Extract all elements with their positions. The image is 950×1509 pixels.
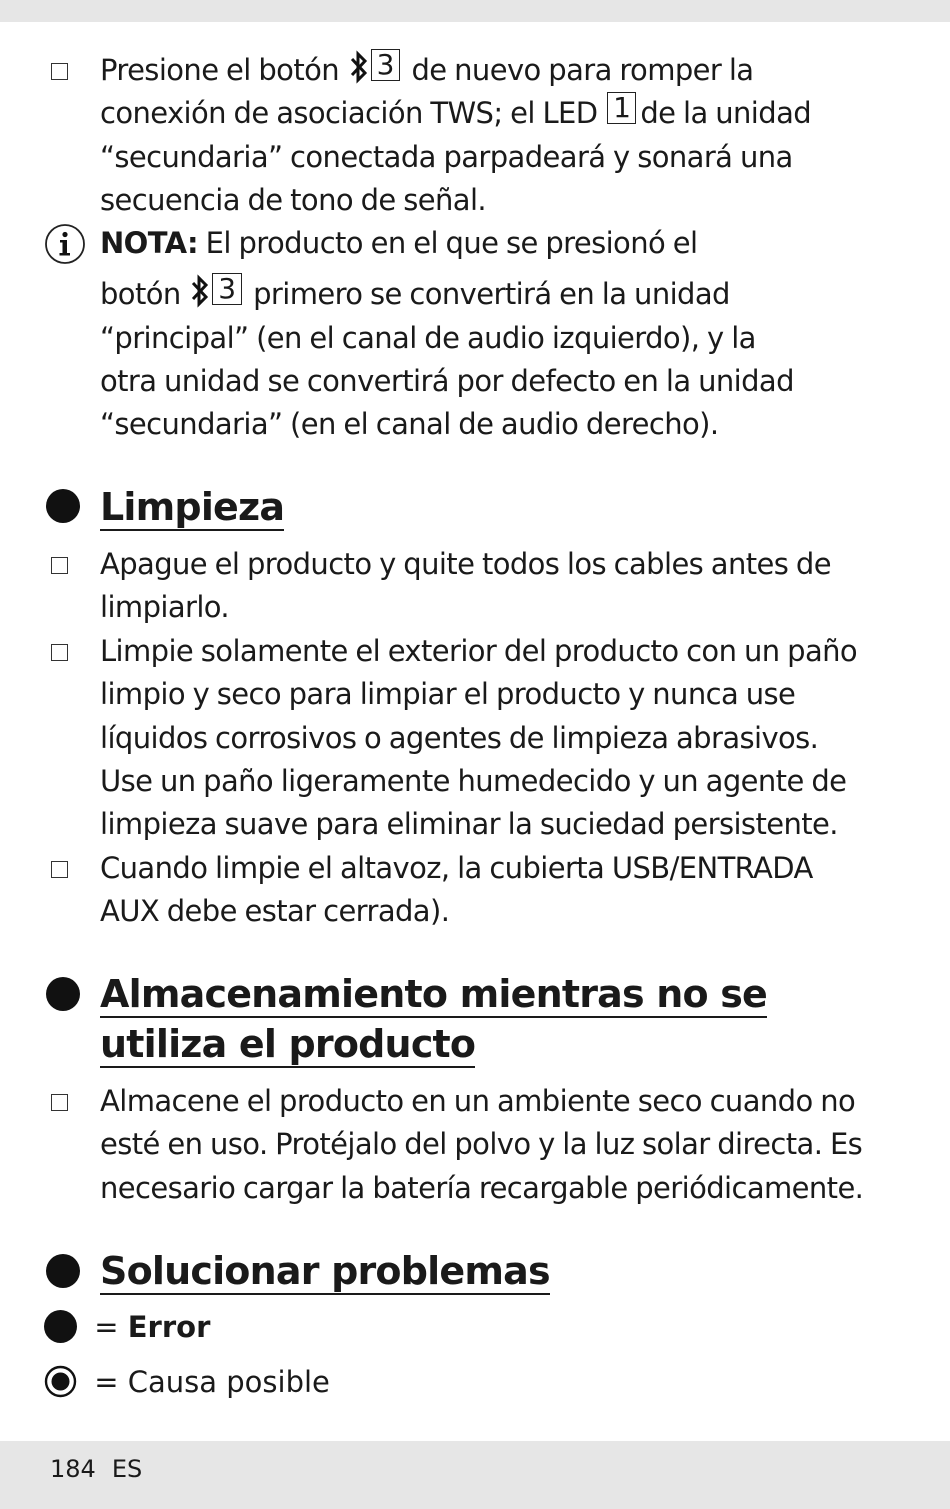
text-line: limpio y seco para limpiar el producto y nunca use xyxy=(100,677,796,712)
bluetooth-icon xyxy=(349,50,369,84)
checkbox-bullet xyxy=(51,557,68,574)
text-line: “secundaria” conectada parpadeará y sonará una xyxy=(100,139,793,174)
legend-equals: = xyxy=(94,1310,119,1344)
limpieza-item-1 xyxy=(100,543,900,630)
heading-text: Limpieza xyxy=(100,485,285,529)
text-line: “secundaria” (en el canal de audio derecho). xyxy=(100,407,719,442)
heading-limpieza xyxy=(100,482,284,532)
checkbox-bullet xyxy=(51,861,68,878)
language-code: ES xyxy=(111,1455,143,1483)
text-segment: conexión de asociación TWS; el LED xyxy=(100,96,598,131)
text-line: Almacene el producto en un ambiente seco cuando no xyxy=(100,1084,856,1118)
text-line: “principal” (en el canal de audio izquierdo), y la xyxy=(100,320,756,355)
limpieza-item-2 xyxy=(100,630,900,846)
section-bullet xyxy=(46,489,80,523)
text-line: otra unidad se convertirá por defecto en la unidad xyxy=(100,363,794,398)
legend-cause-label: Causa posible xyxy=(127,1365,330,1399)
text-line: limpieza suave para eliminar la suciedad persistente. xyxy=(100,807,838,842)
almacenamiento-item-1 xyxy=(100,1080,900,1210)
legend-error xyxy=(44,1309,210,1345)
note-label: NOTA: xyxy=(100,226,199,260)
text-line: Limpie solamente el exterior del producto con un paño xyxy=(100,634,858,668)
heading-text: utiliza el producto xyxy=(100,1022,476,1066)
key-number-box: 3 xyxy=(371,49,400,81)
text-segment: de nuevo para romper la xyxy=(411,53,754,87)
legend-equals: = xyxy=(94,1365,119,1399)
footer xyxy=(50,1455,142,1483)
heading-solucionar xyxy=(100,1246,550,1296)
checkbox-bullet xyxy=(51,1094,68,1111)
text-line: necesario cargar la batería recargable periódicamente. xyxy=(100,1170,864,1205)
checkbox-bullet xyxy=(51,644,68,661)
text-line: limpiarlo. xyxy=(100,590,230,625)
legend-error-label: Error xyxy=(127,1310,211,1344)
heading-text: Almacenamiento mientras no se xyxy=(100,972,768,1016)
section-bullet xyxy=(46,977,80,1011)
key-number-box: 3 xyxy=(212,273,241,305)
footer-bar xyxy=(0,1441,950,1509)
text-line: Apague el producto y quite todos los cables antes de xyxy=(100,547,831,581)
section-bullet xyxy=(46,1254,80,1288)
heading-almacenamiento xyxy=(100,969,767,1069)
text-segment: El producto en el que se presionó el xyxy=(205,226,698,260)
tws-instruction xyxy=(100,49,900,222)
text-line: secuencia de tono de señal. xyxy=(100,182,487,217)
legend-cause xyxy=(44,1364,330,1400)
error-dot-icon xyxy=(44,1310,77,1343)
text-line: Use un paño ligeramente humedecido y un agente de xyxy=(100,763,847,798)
limpieza-item-3 xyxy=(100,847,900,934)
text-segment: botón xyxy=(100,277,181,312)
page-number: 184 xyxy=(50,1455,96,1483)
text-line: esté en uso. Protéjalo del polvo y la luz solar directa. Es xyxy=(100,1127,863,1162)
cause-target-icon xyxy=(44,1365,77,1398)
text-line: líquidos corrosivos o agentes de limpieza abrasivos. xyxy=(100,720,819,755)
text-segment: de la unidad xyxy=(640,96,812,131)
text-line: Cuando limpie el altavoz, la cubierta USB/ENTRADA xyxy=(100,851,813,885)
text-segment: primero se convertirá en la unidad xyxy=(253,277,730,312)
info-icon xyxy=(44,223,86,265)
text-line: AUX debe estar cerrada). xyxy=(100,894,450,929)
text-segment: Presione el botón xyxy=(100,53,340,87)
note-block xyxy=(100,222,900,446)
top-bar xyxy=(0,0,950,22)
checkbox-bullet xyxy=(51,63,68,80)
bluetooth-icon xyxy=(190,274,210,308)
led-number-box: 1 xyxy=(607,92,636,124)
heading-text: Solucionar problemas xyxy=(100,1249,550,1293)
